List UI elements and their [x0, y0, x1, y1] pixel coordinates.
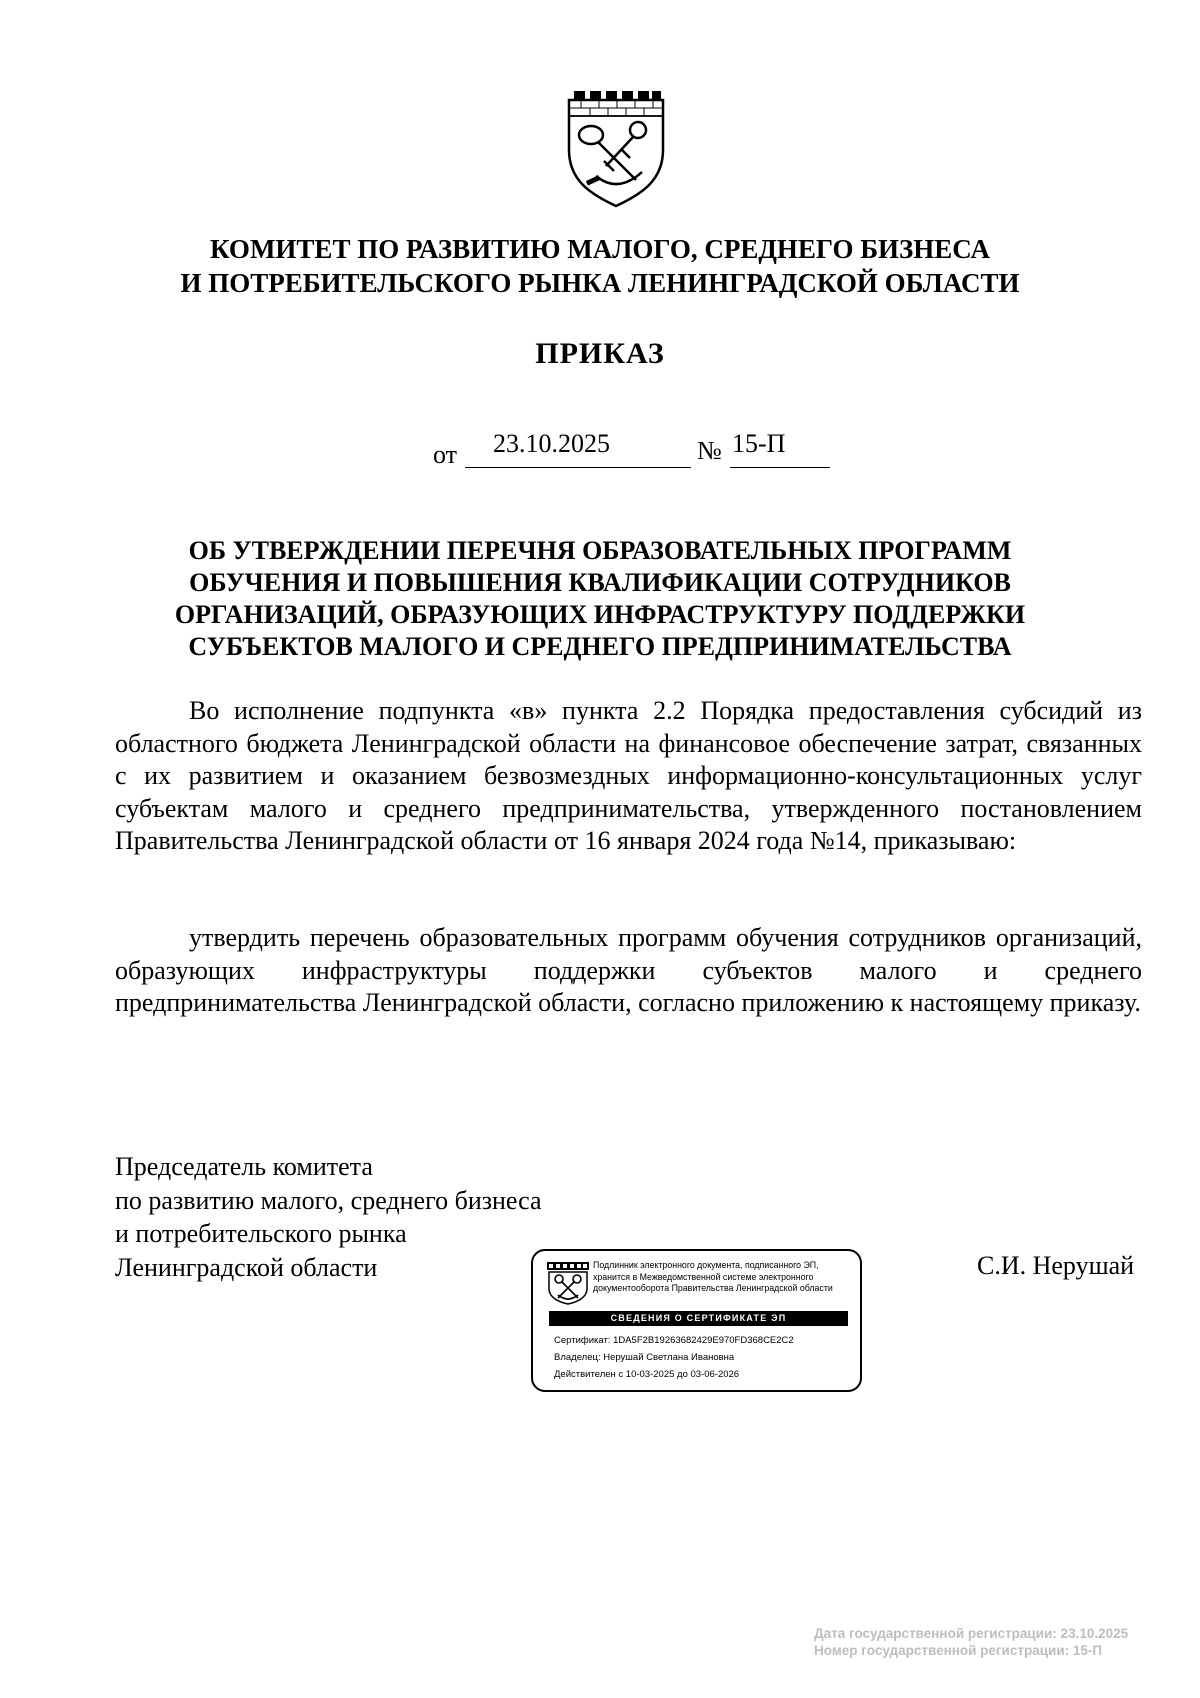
- signer-position-line-3: и потребительского рынка: [115, 1219, 407, 1248]
- document-type: ПРИКАЗ: [535, 337, 665, 370]
- stamp-validity: Действителен с 10-03-2025 до 03-06-2026: [554, 1369, 740, 1380]
- body-paragraph-2: утвердить перечень образовательных программ обучения сотрудников организаций, образующих инфраструктуры поддержки субъектов малого и среднего предпринимательства Ленинградской области, согласно приложению к настоящему приказу.: [115, 923, 1142, 1017]
- signer-position-line-2: по развитию малого, среднего бизнеса: [115, 1185, 542, 1215]
- number-field: [730, 427, 830, 468]
- organization-title-line-2: И ПОТРЕБИТЕЛЬСКОГО РЫНКА ЛЕНИНГРАДСКОЙ ОБЛАСТИ: [180, 268, 1020, 298]
- date-label: от: [433, 440, 458, 469]
- organization-title: [110, 232, 1090, 300]
- signer-position-line-4: Ленинградской области: [115, 1252, 378, 1282]
- coat-of-arms-icon: [566, 88, 666, 208]
- subject-line-3: ОРГАНИЗАЦИЙ, ОБРАЗУЮЩИХ ИНФРАСТРУКТУРУ ПОДДЕРЖКИ: [174, 600, 1026, 629]
- stamp-intro-line-3: документооборота Правительства Ленинградской области: [593, 1283, 833, 1293]
- registration-number: Номер государственной регистрации: 15-П: [814, 1643, 1103, 1658]
- subject-line-1: ОБ УТВЕРЖДЕНИИ ПЕРЕЧНЯ ОБРАЗОВАТЕЛЬНЫХ ПРОГРАММ: [188, 536, 1012, 565]
- number-label: №: [697, 436, 722, 465]
- stamp-intro-line-2: хранится в Межведомственной системе электронного: [593, 1271, 814, 1282]
- electronic-signature-stamp: [531, 1249, 862, 1392]
- subject-line-4: СУБЪЕКТОВ МАЛОГО И СРЕДНЕГО ПРЕДПРИНИМАТЕЛЬСТВА: [188, 632, 1012, 661]
- registration-info: [814, 1625, 1128, 1659]
- organization-title-line-1: КОМИТЕТ ПО РАЗВИТИЮ МАЛОГО, СРЕДНЕГО БИЗНЕСА: [210, 234, 990, 264]
- stamp-owner: Владелец: Нерушай Светлана Ивановна: [554, 1352, 735, 1363]
- signer-name: С.И. Нерушай: [977, 1251, 1135, 1280]
- document-subject: [110, 535, 1090, 663]
- signer-position-line-1: Председатель комитета: [115, 1152, 373, 1181]
- body-paragraph-1: Во исполнение подпункта «в» пункта 2.2 Порядка предоставления субсидий из областного бюджета Ленинградской области на финансовое обеспечение затрат, связанных с их развитием и оказанием безвозмездных информационно-консультационных услуг субъектам малого и среднего предпринимательства, утвержденного постановлением Правительства Ленинградской области от 16 января 2024 года №14, приказываю:: [115, 696, 1142, 855]
- stamp-certificate: Сертификат: 1DA5F2B19263682429E970FD368CE2C2: [554, 1335, 794, 1346]
- registration-date: Дата государственной регистрации: 23.10.2025: [814, 1626, 1129, 1641]
- stamp-header-bar: СВЕДЕНИЯ О СЕРТИФИКАТЕ ЭП: [549, 1311, 848, 1326]
- document-date: 23.10.2025: [493, 429, 610, 458]
- stamp-intro-text: [593, 1260, 855, 1295]
- document-number: 15-П: [732, 429, 786, 458]
- date-field: [465, 427, 691, 468]
- signer-position: [115, 1150, 542, 1284]
- stamp-emblem-icon: [546, 1261, 590, 1305]
- subject-line-2: ОБУЧЕНИЯ И ПОВЫШЕНИЯ КВАЛИФИКАЦИИ СОТРУДНИКОВ: [189, 568, 1011, 597]
- stamp-intro-line-1: Подлинник электронного документа, подписанного ЭП,: [593, 1260, 819, 1270]
